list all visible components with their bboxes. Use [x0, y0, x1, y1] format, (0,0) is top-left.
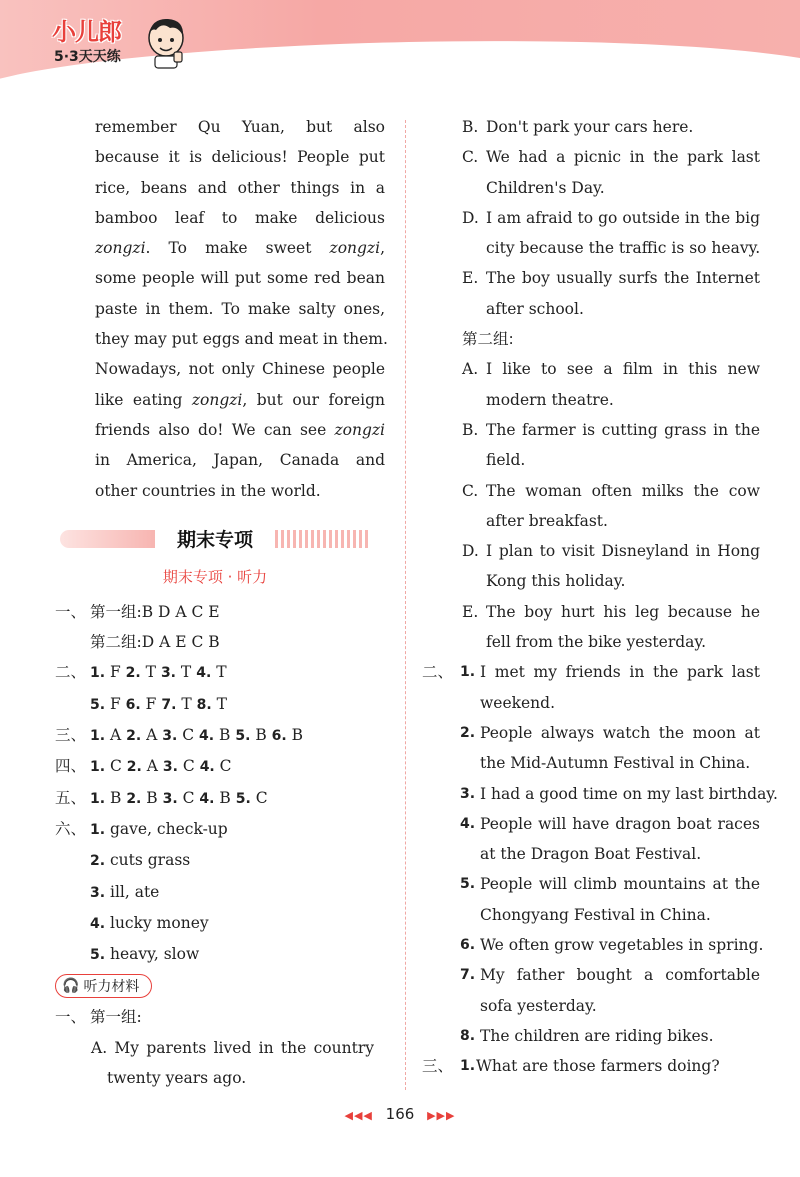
- listening-item-line: [460, 688, 760, 718]
- answer-q2-row1: [55, 657, 385, 688]
- text-segment: ,: [380, 239, 385, 258]
- reading-paragraph: [55, 112, 388, 506]
- item-text: People will climb mountains at the: [480, 875, 760, 894]
- listening-item-line: [460, 657, 760, 687]
- q6-item: [55, 814, 385, 845]
- answer-number: 6.: [271, 728, 287, 745]
- item-text: The farmer is cutting grass in the: [486, 420, 760, 439]
- answer-value: A: [105, 726, 127, 745]
- listening-item-line: [460, 960, 760, 990]
- q6-label: 六、: [55, 819, 87, 838]
- item-text: after school.: [486, 299, 584, 318]
- answer-number: 1.: [90, 728, 106, 745]
- item-text: I plan to visit Disneyland in Hong: [486, 542, 760, 561]
- item-text: The children are riding bikes.: [480, 1026, 714, 1045]
- page-footer: [0, 1105, 800, 1123]
- q6-item-text: ill, ate: [105, 882, 160, 901]
- item-marker: A.: [462, 360, 479, 379]
- listening-item-line: [462, 354, 760, 384]
- listening-group2-items: [430, 354, 760, 657]
- item-text: weekend.: [480, 693, 556, 712]
- item-marker: 3.: [460, 785, 476, 802]
- answer-value: B: [286, 726, 304, 745]
- item-text: I like to see a film in this new: [486, 360, 760, 379]
- answer-number: 4.: [199, 790, 215, 807]
- item-1A-line2: twenty years ago.: [107, 1069, 247, 1088]
- item-1A-line1: A. My parents lived in the country: [91, 1038, 374, 1057]
- paragraph-line: because it is delicious! People put: [95, 148, 385, 167]
- q6-item-number: 1.: [90, 821, 106, 838]
- next-arrows-icon: ▶▶▶: [427, 1109, 456, 1122]
- item-text: after breakfast.: [486, 511, 608, 530]
- part3-label: 三、: [422, 1057, 454, 1076]
- answer-value: T: [176, 663, 197, 682]
- paragraph-line: paste in them. To make salty ones,: [95, 299, 385, 318]
- listening-item-line: [462, 566, 760, 596]
- item-marker: C.: [462, 148, 479, 167]
- answer-value: F: [105, 694, 126, 713]
- q3-answers: [90, 726, 303, 744]
- answer-value: A: [141, 757, 163, 776]
- answer-value: T: [140, 663, 161, 682]
- part3-item-text: What are those farmers doing?: [476, 1057, 720, 1076]
- listening-item-line: [462, 385, 760, 415]
- answer-number: 5.: [90, 696, 106, 713]
- logo-subtitle: 5·3天天练: [54, 49, 121, 65]
- q6-item-number: 4.: [90, 915, 106, 932]
- item-marker: C.: [462, 481, 479, 500]
- listening-item-line: [462, 263, 760, 293]
- item-marker: B.: [462, 118, 479, 136]
- item-text: I am afraid to go outside in the big: [486, 208, 760, 227]
- answer-number: 8.: [196, 696, 212, 713]
- listening-item-line: [462, 445, 760, 475]
- q6-item-number: 3.: [90, 884, 106, 901]
- listening-item-line: [460, 839, 760, 869]
- listening-item-line: [462, 294, 760, 324]
- listening-item-line: [462, 415, 760, 445]
- listening-material-tag: [55, 974, 152, 998]
- section-stripes-right: [275, 530, 370, 548]
- item-text: Don't park your cars here.: [486, 118, 694, 136]
- listening-item-line: [462, 173, 760, 203]
- logo-title: 小儿郎: [52, 18, 121, 46]
- paragraph-line: other countries in the world.: [95, 481, 321, 500]
- italic-term: zongzi: [329, 239, 381, 258]
- listening-part2-items: [430, 657, 778, 1051]
- q6-item: [55, 939, 385, 970]
- listening-item-line: [460, 900, 760, 930]
- brand-logo: [52, 12, 192, 72]
- q4-label: 四、: [55, 757, 87, 776]
- answer-value: T: [211, 694, 227, 713]
- listening-group2-label: 第二组:: [462, 330, 514, 349]
- listening-item-line: [460, 779, 778, 809]
- part1-group1-label: 第一组:: [90, 1008, 142, 1027]
- column-divider: [405, 120, 406, 1090]
- listening-item-line: [460, 930, 764, 960]
- answer-value: C: [177, 757, 200, 776]
- q6-item-text: lucky money: [105, 913, 209, 932]
- q1-group1-text: 第一组:B D A C E: [90, 602, 220, 621]
- answer-number: 7.: [161, 696, 177, 713]
- listening-item-line: [462, 536, 760, 566]
- answer-number: 3.: [162, 728, 178, 745]
- answer-q6: [55, 814, 385, 970]
- q6-item-text: gave, check-up: [105, 819, 228, 838]
- answer-number: 5.: [235, 728, 251, 745]
- answer-value: B: [214, 726, 236, 745]
- listening-item-line: [460, 809, 760, 839]
- item-marker: 5.: [460, 876, 476, 893]
- answer-value: C: [250, 788, 268, 807]
- page-number: 166: [385, 1105, 415, 1123]
- answer-value: B: [141, 788, 163, 807]
- text-segment: , but our foreign: [242, 390, 385, 409]
- answer-number: 1.: [90, 790, 106, 807]
- answer-q1-group2: [55, 627, 385, 657]
- q6-item: [55, 908, 385, 939]
- listening-part1-header: [55, 1002, 385, 1032]
- listening-item-line: [462, 112, 760, 142]
- answer-value: F: [140, 694, 162, 713]
- text-segment: like eating: [95, 390, 192, 409]
- q6-item-number: 5.: [90, 947, 106, 964]
- answer-q3: [55, 720, 385, 751]
- text-segment: friends also do! We can see: [95, 420, 335, 439]
- item-marker: E.: [462, 602, 479, 621]
- answer-number: 1.: [90, 665, 106, 682]
- q5-label: 五、: [55, 788, 87, 807]
- section-subtitle: 期末专项 · 听力: [162, 567, 268, 586]
- answer-value: A: [141, 726, 163, 745]
- part2-label: 二、: [422, 663, 454, 682]
- answer-value: B: [105, 788, 127, 807]
- listening-part2: [422, 657, 778, 1051]
- q1-group2-text: 第二组:D A E C B: [90, 633, 220, 652]
- paragraph-line: rice, beans and other things in a: [95, 178, 385, 197]
- answer-number: 4.: [199, 759, 215, 776]
- answer-q2-row2: [55, 689, 385, 720]
- paragraph-line: bamboo leaf to make delicious: [95, 208, 385, 227]
- answer-number: 1.: [90, 759, 106, 776]
- q4-answers: [90, 757, 232, 775]
- answer-number: 2.: [126, 759, 142, 776]
- item-text: The woman often milks the cow: [486, 481, 760, 500]
- answer-value: F: [105, 663, 126, 682]
- answer-number: 2.: [126, 790, 142, 807]
- answer-number: 5.: [235, 790, 251, 807]
- item-text: I met my friends in the park last: [480, 663, 760, 682]
- listening-part3: [422, 1051, 760, 1081]
- item-text: at the Dragon Boat Festival.: [480, 845, 702, 864]
- answer-q5: [55, 783, 385, 814]
- answer-number: 3.: [160, 665, 176, 682]
- answer-q4: [55, 751, 385, 782]
- headphones-icon: 🎧: [62, 978, 80, 995]
- q2-label: 二、: [55, 663, 87, 682]
- listening-item-line: [462, 233, 760, 263]
- italic-term: zongzi: [191, 390, 243, 409]
- item-text: People always watch the moon at: [480, 723, 760, 742]
- item-marker: B.: [462, 420, 479, 439]
- prev-arrows-icon: ◀◀◀: [344, 1109, 373, 1122]
- answer-value: C: [177, 726, 200, 745]
- q6-item-number: 2.: [90, 853, 106, 870]
- item-text: the Mid-Autumn Festival in China.: [480, 754, 751, 773]
- listening-item-line: [460, 991, 760, 1021]
- item-text: My father bought a comfortable: [480, 966, 760, 985]
- q6-item: [55, 845, 385, 876]
- item-text: Kong this holiday.: [486, 572, 626, 591]
- item-text: city because the traffic is so heavy.: [486, 239, 761, 258]
- paragraph-line: [95, 385, 385, 415]
- q2-row1-answers: [90, 663, 227, 681]
- answer-value: C: [105, 757, 127, 776]
- answer-number: 4.: [199, 728, 215, 745]
- item-marker: D.: [462, 208, 479, 227]
- listening-item-line: [462, 203, 760, 233]
- part3-item-number: 1.: [460, 1058, 476, 1075]
- text-segment: . To make sweet: [145, 239, 330, 258]
- listening-item-1A: [55, 1033, 385, 1094]
- header-banner: [0, 0, 800, 82]
- item-text: We had a picnic in the park last: [486, 148, 760, 167]
- q5-answers: [90, 789, 268, 807]
- answer-value: C: [214, 757, 232, 776]
- listening-item-line: [462, 627, 760, 657]
- item-text: The boy hurt his leg because he: [486, 602, 760, 621]
- answer-number: 3.: [162, 790, 178, 807]
- listening-group1-items: [430, 112, 760, 324]
- listening-tag-label: 听力材料: [83, 979, 140, 996]
- answer-value: B: [250, 726, 272, 745]
- paragraph-line: some people will put some red bean: [95, 269, 385, 288]
- item-marker: 6.: [460, 937, 476, 954]
- section-title: 期末专项: [176, 529, 253, 552]
- listening-item-line: [462, 142, 760, 172]
- item-text: Chongyang Festival in China.: [480, 905, 711, 924]
- paragraph-line: [95, 415, 385, 445]
- q1-label: 一、: [55, 602, 87, 621]
- item-text: fell from the bike yesterday.: [486, 633, 707, 652]
- item-text: sofa yesterday.: [480, 996, 597, 1015]
- item-marker: 8.: [460, 1027, 476, 1044]
- item-marker: 4.: [460, 815, 476, 832]
- item-text: The boy usually surfs the Internet: [486, 269, 760, 288]
- paragraph-line: they may put eggs and meat in them.: [95, 330, 388, 349]
- q6-item-text: heavy, slow: [105, 945, 200, 964]
- answer-number: 2.: [125, 665, 141, 682]
- item-marker: E.: [462, 269, 479, 288]
- italic-term: zongzi: [334, 420, 385, 439]
- item-marker: 1.: [460, 664, 476, 681]
- answer-number: 6.: [125, 696, 141, 713]
- item-text: We often grow vegetables in spring.: [480, 936, 764, 955]
- left-column: [55, 112, 388, 1093]
- q6-item: [55, 877, 385, 908]
- item-marker: D.: [462, 542, 479, 561]
- right-column: [422, 112, 778, 1082]
- answer-number: 3.: [162, 759, 178, 776]
- listening-item-line: [460, 718, 760, 748]
- italic-term: zongzi: [95, 239, 146, 258]
- item-text: People will have dragon boat races: [480, 814, 760, 833]
- item-text: field.: [486, 451, 526, 470]
- mascot-boy-icon: [140, 14, 190, 70]
- answer-q1-group1: [55, 597, 385, 627]
- q6-item-text: cuts grass: [105, 851, 191, 870]
- listening-item-line: [462, 476, 760, 506]
- listening-item-line: [462, 597, 760, 627]
- item-text: modern theatre.: [486, 390, 614, 409]
- item-marker: 2.: [460, 724, 476, 741]
- answer-value: B: [214, 788, 236, 807]
- paragraph-line: Nowadays, not only Chinese people: [95, 360, 385, 379]
- section-header: [55, 524, 375, 554]
- answer-number: 2.: [126, 728, 142, 745]
- paragraph-line: remember Qu Yuan, but also: [95, 118, 385, 136]
- listening-item-line: [460, 869, 760, 899]
- listening-item-line: [460, 748, 760, 778]
- listening-item-line: [460, 1021, 760, 1051]
- section-stripes-left: [60, 530, 155, 548]
- answer-value: C: [177, 788, 200, 807]
- q3-label: 三、: [55, 726, 87, 745]
- part1-label: 一、: [55, 1008, 87, 1027]
- item-text: Children's Day.: [486, 178, 605, 197]
- answer-value: T: [211, 663, 227, 682]
- answer-value: T: [176, 694, 197, 713]
- listening-item-line: [462, 506, 760, 536]
- paragraph-line: in America, Japan, Canada and: [95, 451, 385, 470]
- q2-row2-answers: [90, 695, 227, 713]
- item-marker: 7.: [460, 967, 476, 984]
- answer-number: 4.: [196, 665, 212, 682]
- part3-item-1: [430, 1051, 760, 1081]
- paragraph-line: [95, 233, 385, 263]
- item-text: I had a good time on my last birthday.: [480, 784, 778, 803]
